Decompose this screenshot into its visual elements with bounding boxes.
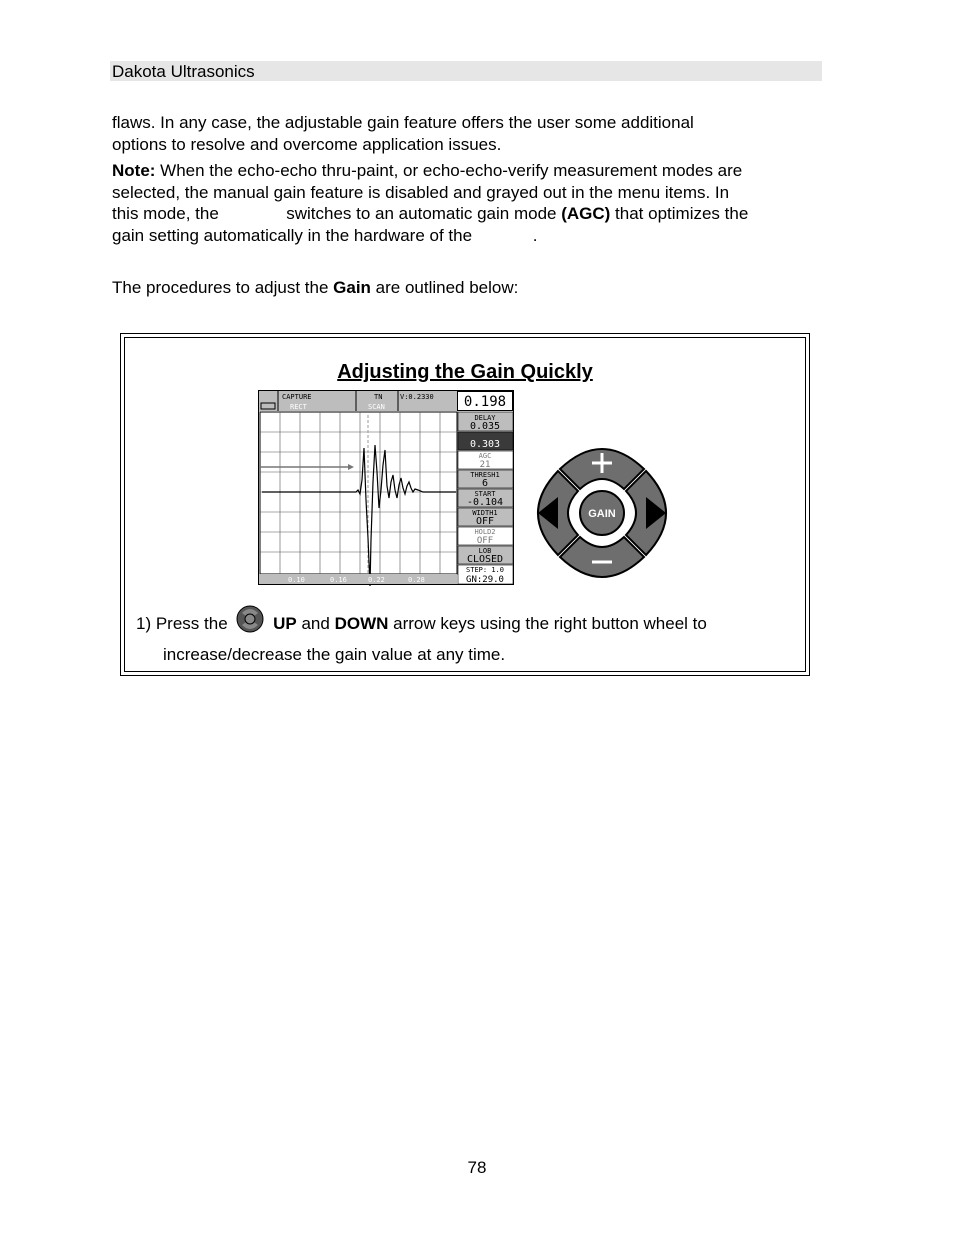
axis-tick-2: 0.16	[330, 576, 347, 584]
menu-hold-value: OFF	[476, 536, 494, 546]
menu-lob-value: CLOSED	[466, 554, 504, 565]
menu-thresh-label: THRESH1	[470, 471, 500, 479]
menu-width-value: OFF	[475, 516, 495, 527]
note-line3c: that optimizes the	[610, 204, 749, 223]
menu-agc-label: AGC	[478, 452, 492, 460]
menu-hold-label: HOLD2	[474, 528, 496, 536]
velocity-readout: V:0.2330	[400, 393, 434, 401]
thickness-reading: 0.198	[463, 394, 507, 410]
menu-start-label: START	[474, 490, 496, 498]
running-header	[110, 61, 822, 81]
paragraph-note	[112, 160, 824, 246]
tab-scan: SCAN	[368, 403, 385, 411]
menu-agc-value: 21	[479, 460, 491, 470]
paragraph-procedures	[112, 277, 824, 299]
note-label: Note:	[112, 161, 156, 180]
axis-tick-1: 0.10	[288, 576, 305, 584]
lcd-menu	[458, 412, 513, 585]
note-line2: selected, the manual gain feature is disabled and grayed out in the menu items. In	[112, 182, 730, 202]
lcd-screen-image	[258, 390, 514, 586]
procedure-step-1-line2: increase/decrease the gain value at any time.	[163, 645, 506, 664]
keypad-image	[528, 439, 676, 587]
axis-tick-3: 0.22	[368, 576, 385, 584]
waveform-grid	[260, 412, 457, 574]
note-line4a: gain setting automatically in the hardware of the	[112, 225, 477, 245]
paragraph-gain-intro	[112, 112, 824, 155]
menu-step: STEP: 1.0	[466, 566, 504, 574]
menu-delay-value: 0.035	[469, 421, 501, 432]
button-wheel-icon	[234, 605, 266, 633]
step-rest: arrow keys using the right button wheel to	[388, 614, 707, 633]
tab-rect: RECT	[290, 403, 307, 411]
gain-button-label: GAIN	[588, 508, 616, 520]
procedure-title: Adjusting the Gain Quickly	[337, 361, 593, 383]
down-arrow-key[interactable]	[560, 537, 644, 577]
menu-range-value: 0.303	[469, 439, 501, 450]
header-company: Dakota Ultrasonics	[112, 62, 255, 81]
step-intro: 1) Press the	[136, 614, 228, 633]
step-down-key: DOWN	[334, 614, 389, 633]
menu-start-value: -0.104	[466, 497, 504, 508]
menu-width-label: WIDTH1	[472, 509, 498, 517]
page-number: 78	[467, 1158, 487, 1177]
p1-line1: flaws. In any case, the adjustable gain feature offers the user some additional	[112, 113, 694, 132]
menu-lob-label: LOB	[478, 547, 492, 555]
note-line3b: switches to an automatic gain mode	[281, 204, 562, 223]
note-line1: When the echo-echo thru-paint, or echo-echo-verify measurement modes are	[155, 161, 743, 180]
note-line3a: this mode, the	[112, 204, 224, 223]
axis-tick-4: 0.28	[408, 576, 425, 584]
step-and: and	[296, 614, 335, 633]
proc-text-a: The procedures to adjust the	[112, 278, 334, 297]
step-up-key: UP	[273, 614, 297, 633]
proc-text-b: are outlined below:	[370, 278, 519, 297]
proc-gain-bold: Gain	[333, 278, 371, 297]
procedure-step-1	[136, 605, 707, 636]
note-line4b: .	[532, 225, 538, 245]
tab-capture: CAPTURE	[282, 393, 312, 401]
note-agc: (AGC)	[561, 204, 611, 223]
menu-gain: GN:29.0	[466, 575, 504, 585]
p1-line2: options to resolve and overcome application issues.	[112, 134, 502, 154]
menu-thresh-value: 6	[481, 478, 489, 489]
tab-tn: TN	[374, 393, 383, 401]
menu-delay-label: DELAY	[474, 414, 496, 422]
